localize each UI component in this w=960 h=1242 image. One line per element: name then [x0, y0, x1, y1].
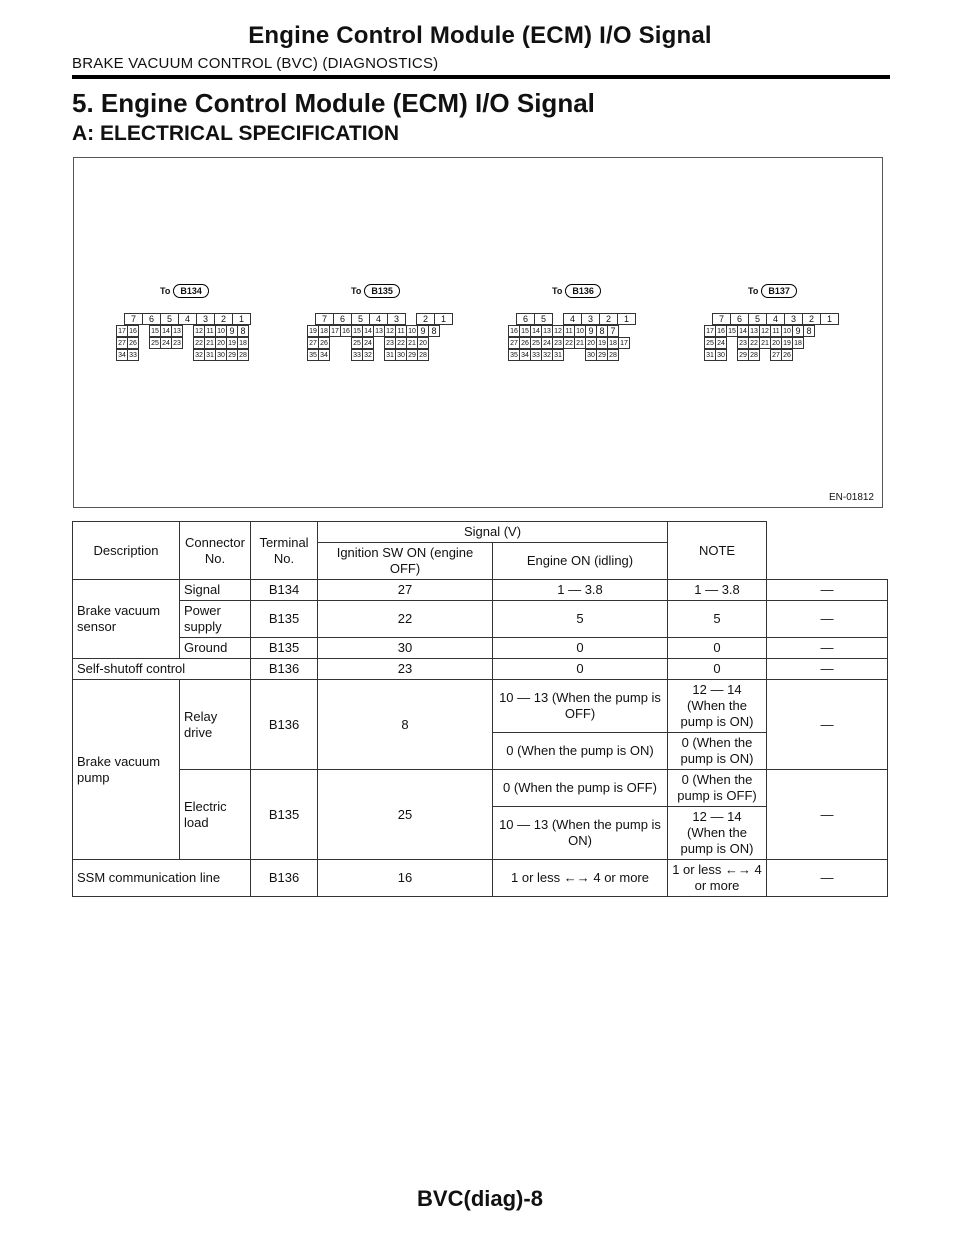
pin-row: [704, 337, 838, 349]
terminal-pin: 3: [196, 313, 215, 325]
pin-gap: [340, 337, 351, 349]
terminal-pin: 15: [351, 325, 363, 337]
terminal-pin: 23: [171, 337, 183, 349]
terminal-pin: 17: [116, 325, 128, 337]
pin-gap: [726, 337, 737, 349]
terminal-pin: 12: [193, 325, 205, 337]
terminal-pin: 15: [149, 325, 161, 337]
col-description: Description: [73, 522, 180, 580]
terminal-pin: 32: [193, 349, 205, 361]
eng-on-cell: 0 (When the pump is OFF): [668, 770, 767, 807]
pin-row: [508, 325, 635, 337]
ign-on-cell: 5: [493, 601, 668, 638]
connector-prefix: To: [748, 286, 759, 296]
item-cell: Relay drive: [180, 680, 251, 770]
col-note: NOTE: [668, 522, 767, 580]
terminal-pin: 23: [737, 337, 749, 349]
item-cell: SSM communication line: [73, 860, 251, 897]
terminal-pin: 12: [552, 325, 564, 337]
terminal-pin: 7: [712, 313, 731, 325]
connector-label: [351, 284, 400, 298]
terminal-pin: 14: [737, 325, 749, 337]
terminal-pin: 33: [351, 349, 363, 361]
pin-gap: [340, 349, 351, 361]
terminal-pin: 6: [333, 313, 352, 325]
connector-name: B135: [364, 284, 400, 298]
terminal-pin: 16: [715, 325, 727, 337]
terminal-pin: 30: [395, 349, 407, 361]
pin-gap: [138, 325, 149, 337]
pin-gap: [726, 349, 737, 361]
terminal-pin: 10: [781, 325, 793, 337]
terminal-pin: 19: [226, 337, 238, 349]
connector-prefix: To: [351, 286, 362, 296]
terminal-pin: 24: [541, 337, 553, 349]
terminal-pin: 32: [541, 349, 553, 361]
terminal-pin: 11: [204, 325, 216, 337]
terminal-pin: 13: [541, 325, 553, 337]
pin-gap: [759, 349, 770, 361]
terminal-pin: 28: [417, 349, 429, 361]
terminal-pin: 26: [781, 349, 793, 361]
page-footer: BVC(diag)-8: [417, 1186, 543, 1211]
terminal-pin: 8: [803, 325, 815, 337]
col-signal: Signal (V): [318, 522, 668, 543]
terminal-pin: 2: [214, 313, 233, 325]
pin-gap: [138, 337, 149, 349]
terminal-pin: 4: [178, 313, 197, 325]
terminal-pin: 5: [351, 313, 370, 325]
pin-gap: [552, 313, 563, 325]
terminal-pin: 24: [160, 337, 172, 349]
terminal-pin: 26: [519, 337, 531, 349]
note-cell: —: [767, 638, 888, 659]
terminal-pin: 13: [373, 325, 385, 337]
terminal-cell: 25: [318, 770, 493, 860]
terminal-pin: 12: [384, 325, 396, 337]
terminal-pin: 22: [748, 337, 760, 349]
pin-row: [116, 337, 250, 349]
pin-row: [712, 313, 838, 325]
terminal-pin: 33: [127, 349, 139, 361]
terminal-pin: 29: [406, 349, 418, 361]
terminal-pin: 9: [417, 325, 429, 337]
terminal-pin: 18: [607, 337, 619, 349]
terminal-pin: 27: [116, 337, 128, 349]
terminal-pin: 1: [232, 313, 251, 325]
terminal-pin: 11: [770, 325, 782, 337]
terminal-pin: 3: [581, 313, 600, 325]
terminal-pin: 16: [127, 325, 139, 337]
terminal-pin: 9: [792, 325, 804, 337]
pin-row: [307, 349, 452, 361]
eng-on-cell: 12 — 14 (When the pump is ON): [668, 680, 767, 733]
terminal-pin: 26: [127, 337, 139, 349]
terminal-pin: 30: [215, 349, 227, 361]
pin-grid: [508, 313, 635, 361]
terminal-pin: 7: [607, 325, 619, 337]
terminal-pin: 23: [552, 337, 564, 349]
terminal-pin: 21: [406, 337, 418, 349]
terminal-pin: 27: [770, 349, 782, 361]
terminal-pin: 4: [369, 313, 388, 325]
terminal-pin: 18: [237, 337, 249, 349]
terminal-pin: 4: [766, 313, 785, 325]
terminal-pin: 20: [215, 337, 227, 349]
terminal-pin: 15: [726, 325, 738, 337]
connector-cell: B136: [251, 659, 318, 680]
terminal-pin: 7: [124, 313, 143, 325]
pin-row: [315, 313, 452, 325]
connector-cell: B134: [251, 580, 318, 601]
terminal-cell: 22: [318, 601, 493, 638]
eng-on-cell: 1 — 3.8: [668, 580, 767, 601]
terminal-pin: 13: [748, 325, 760, 337]
pin-row: [704, 349, 838, 361]
pin-row: [307, 325, 452, 337]
item-cell: Power supply: [180, 601, 251, 638]
pin-gap: [373, 337, 384, 349]
terminal-pin: 1: [820, 313, 839, 325]
ign-on-cell: 0: [493, 659, 668, 680]
io-signal-table: [72, 521, 888, 897]
connector-figure: [73, 157, 883, 508]
terminal-pin: 5: [534, 313, 553, 325]
note-cell: —: [767, 601, 888, 638]
pin-gap: [405, 313, 416, 325]
pin-gap: [182, 325, 193, 337]
pin-gap: [182, 337, 193, 349]
page-header-title: Engine Control Module (ECM) I/O Signal: [248, 22, 712, 49]
terminal-pin: 17: [618, 337, 630, 349]
terminal-pin: 2: [802, 313, 821, 325]
terminal-pin: 34: [116, 349, 128, 361]
terminal-pin: 6: [516, 313, 535, 325]
terminal-pin: 27: [508, 337, 520, 349]
note-cell: —: [767, 770, 888, 860]
terminal-pin: 22: [563, 337, 575, 349]
terminal-pin: 23: [384, 337, 396, 349]
item-cell: Electric load: [180, 770, 251, 860]
ign-on-cell: 1 or less ←→ 4 or more: [493, 860, 668, 897]
pin-row: [508, 337, 635, 349]
terminal-pin: 7: [315, 313, 334, 325]
pin-gap: [329, 349, 340, 361]
note-cell: —: [767, 860, 888, 897]
group-cell: Brake vacuum sensor: [73, 580, 180, 659]
terminal-pin: 24: [362, 337, 374, 349]
col-connector: Connector No.: [180, 522, 251, 580]
terminal-pin: 27: [307, 337, 319, 349]
pin-row: [307, 337, 452, 349]
connector-prefix: To: [160, 286, 171, 296]
terminal-pin: 12: [759, 325, 771, 337]
terminal-pin: 25: [530, 337, 542, 349]
terminal-pin: 34: [519, 349, 531, 361]
note-cell: —: [767, 680, 888, 770]
terminal-pin: 14: [530, 325, 542, 337]
eng-on-cell: 12 — 14 (When the pump is ON): [668, 807, 767, 860]
pin-grid: [704, 313, 838, 361]
terminal-cell: 23: [318, 659, 493, 680]
item-cell: Ground: [180, 638, 251, 659]
terminal-pin: 8: [237, 325, 249, 337]
terminal-pin: 18: [318, 325, 330, 337]
terminal-pin: 24: [715, 337, 727, 349]
connector-cell: B135: [251, 601, 318, 638]
ign-on-cell: 0 (When the pump is OFF): [493, 770, 668, 807]
table-row: [73, 860, 888, 897]
terminal-pin: 22: [193, 337, 205, 349]
item-cell: Signal: [180, 580, 251, 601]
section-heading: 5. Engine Control Module (ECM) I/O Signal: [72, 88, 595, 118]
pin-grid: [116, 313, 250, 361]
table-row: [73, 601, 888, 638]
terminal-pin: 33: [530, 349, 542, 361]
terminal-pin: 20: [417, 337, 429, 349]
header-divider: [72, 75, 890, 79]
pin-row: [508, 349, 635, 361]
table-row: [73, 580, 888, 601]
table-row: [73, 680, 888, 733]
ign-on-cell: 0: [493, 638, 668, 659]
pin-gap: [373, 349, 384, 361]
ign-on-cell: 10 — 13 (When the pump is ON): [493, 807, 668, 860]
terminal-pin: 35: [307, 349, 319, 361]
terminal-pin: 16: [340, 325, 352, 337]
connector-label: [160, 284, 209, 298]
terminal-pin: 16: [508, 325, 520, 337]
terminal-pin: 15: [519, 325, 531, 337]
table-row: [73, 638, 888, 659]
terminal-pin: 5: [748, 313, 767, 325]
terminal-pin: 8: [428, 325, 440, 337]
terminal-pin: 32: [362, 349, 374, 361]
connector-cell: B136: [251, 860, 318, 897]
col-ign-on: Ignition SW ON (engine OFF): [318, 543, 493, 580]
connector-name: B137: [761, 284, 797, 298]
terminal-pin: 30: [585, 349, 597, 361]
terminal-pin: 31: [552, 349, 564, 361]
figure-id: EN-01812: [828, 492, 874, 503]
connector-cell: B135: [251, 638, 318, 659]
terminal-pin: 29: [596, 349, 608, 361]
connector-name: B136: [565, 284, 601, 298]
terminal-pin: 1: [617, 313, 636, 325]
terminal-pin: 31: [704, 349, 716, 361]
pin-row: [124, 313, 250, 325]
terminal-pin: 11: [563, 325, 575, 337]
col-terminal: Terminal No.: [251, 522, 318, 580]
terminal-pin: 19: [781, 337, 793, 349]
terminal-pin: 19: [596, 337, 608, 349]
terminal-pin: 11: [395, 325, 407, 337]
terminal-pin: 10: [215, 325, 227, 337]
terminal-pin: 25: [149, 337, 161, 349]
terminal-pin: 29: [737, 349, 749, 361]
pin-gap: [160, 349, 171, 361]
terminal-pin: 31: [384, 349, 396, 361]
terminal-pin: 5: [160, 313, 179, 325]
terminal-pin: 20: [585, 337, 597, 349]
terminal-pin: 2: [416, 313, 435, 325]
pin-gap: [171, 349, 182, 361]
note-cell: —: [767, 580, 888, 601]
terminal-pin: 4: [563, 313, 582, 325]
terminal-pin: 30: [715, 349, 727, 361]
eng-on-cell: 5: [668, 601, 767, 638]
terminal-pin: 21: [759, 337, 771, 349]
table-header-row: [73, 522, 888, 543]
pin-gap: [138, 349, 149, 361]
terminal-pin: 25: [351, 337, 363, 349]
pin-gap: [563, 349, 574, 361]
terminal-pin: 6: [142, 313, 161, 325]
terminal-pin: 21: [574, 337, 586, 349]
connector-cell: B135: [251, 770, 318, 860]
connector-name: B134: [173, 284, 209, 298]
eng-on-cell: 0 (When the pump is ON): [668, 733, 767, 770]
terminal-pin: 13: [171, 325, 183, 337]
pin-gap: [182, 349, 193, 361]
connector-label: [552, 284, 601, 298]
connector-label: [748, 284, 797, 298]
subsection-heading: A: ELECTRICAL SPECIFICATION: [72, 122, 400, 145]
pin-row: [516, 313, 635, 325]
ign-on-cell: 10 — 13 (When the pump is OFF): [493, 680, 668, 733]
terminal-pin: 26: [318, 337, 330, 349]
terminal-pin: 34: [318, 349, 330, 361]
pin-row: [116, 325, 250, 337]
terminal-pin: 14: [160, 325, 172, 337]
terminal-pin: 10: [574, 325, 586, 337]
connector-prefix: To: [552, 286, 563, 296]
terminal-cell: 16: [318, 860, 493, 897]
terminal-pin: 17: [329, 325, 341, 337]
ign-on-cell: 1 — 3.8: [493, 580, 668, 601]
eng-on-cell: 0: [668, 659, 767, 680]
terminal-pin: 1: [434, 313, 453, 325]
eng-on-cell: 0: [668, 638, 767, 659]
terminal-pin: 19: [307, 325, 319, 337]
note-cell: —: [767, 659, 888, 680]
terminal-pin: 18: [792, 337, 804, 349]
terminal-pin: 3: [387, 313, 406, 325]
item-cell: Self-shutoff control: [73, 659, 251, 680]
terminal-pin: 2: [599, 313, 618, 325]
pin-grid: [307, 313, 452, 361]
ign-on-cell: 0 (When the pump is ON): [493, 733, 668, 770]
terminal-pin: 25: [704, 337, 716, 349]
connector-cell: B136: [251, 680, 318, 770]
terminal-pin: 6: [730, 313, 749, 325]
terminal-cell: 8: [318, 680, 493, 770]
group-cell: Brake vacuum pump: [73, 680, 180, 860]
terminal-pin: 8: [596, 325, 608, 337]
terminal-pin: 31: [204, 349, 216, 361]
terminal-pin: 29: [226, 349, 238, 361]
col-eng-on: Engine ON (idling): [493, 543, 668, 580]
pin-row: [704, 325, 838, 337]
terminal-cell: 27: [318, 580, 493, 601]
terminal-pin: 20: [770, 337, 782, 349]
terminal-pin: 9: [226, 325, 238, 337]
pin-gap: [149, 349, 160, 361]
pin-gap: [574, 349, 585, 361]
terminal-pin: 3: [784, 313, 803, 325]
page-header-section: BRAKE VACUUM CONTROL (BVC) (DIAGNOSTICS): [72, 55, 439, 72]
terminal-pin: 21: [204, 337, 216, 349]
terminal-pin: 9: [585, 325, 597, 337]
terminal-pin: 28: [237, 349, 249, 361]
eng-on-cell: 1 or less ←→ 4 or more: [668, 860, 767, 897]
terminal-pin: 28: [607, 349, 619, 361]
terminal-pin: 22: [395, 337, 407, 349]
pin-gap: [329, 337, 340, 349]
terminal-pin: 10: [406, 325, 418, 337]
terminal-cell: 30: [318, 638, 493, 659]
table-row: [73, 659, 888, 680]
pin-row: [116, 349, 250, 361]
terminal-pin: 14: [362, 325, 374, 337]
table-row: [73, 770, 888, 807]
terminal-pin: 35: [508, 349, 520, 361]
terminal-pin: 17: [704, 325, 716, 337]
terminal-pin: 28: [748, 349, 760, 361]
